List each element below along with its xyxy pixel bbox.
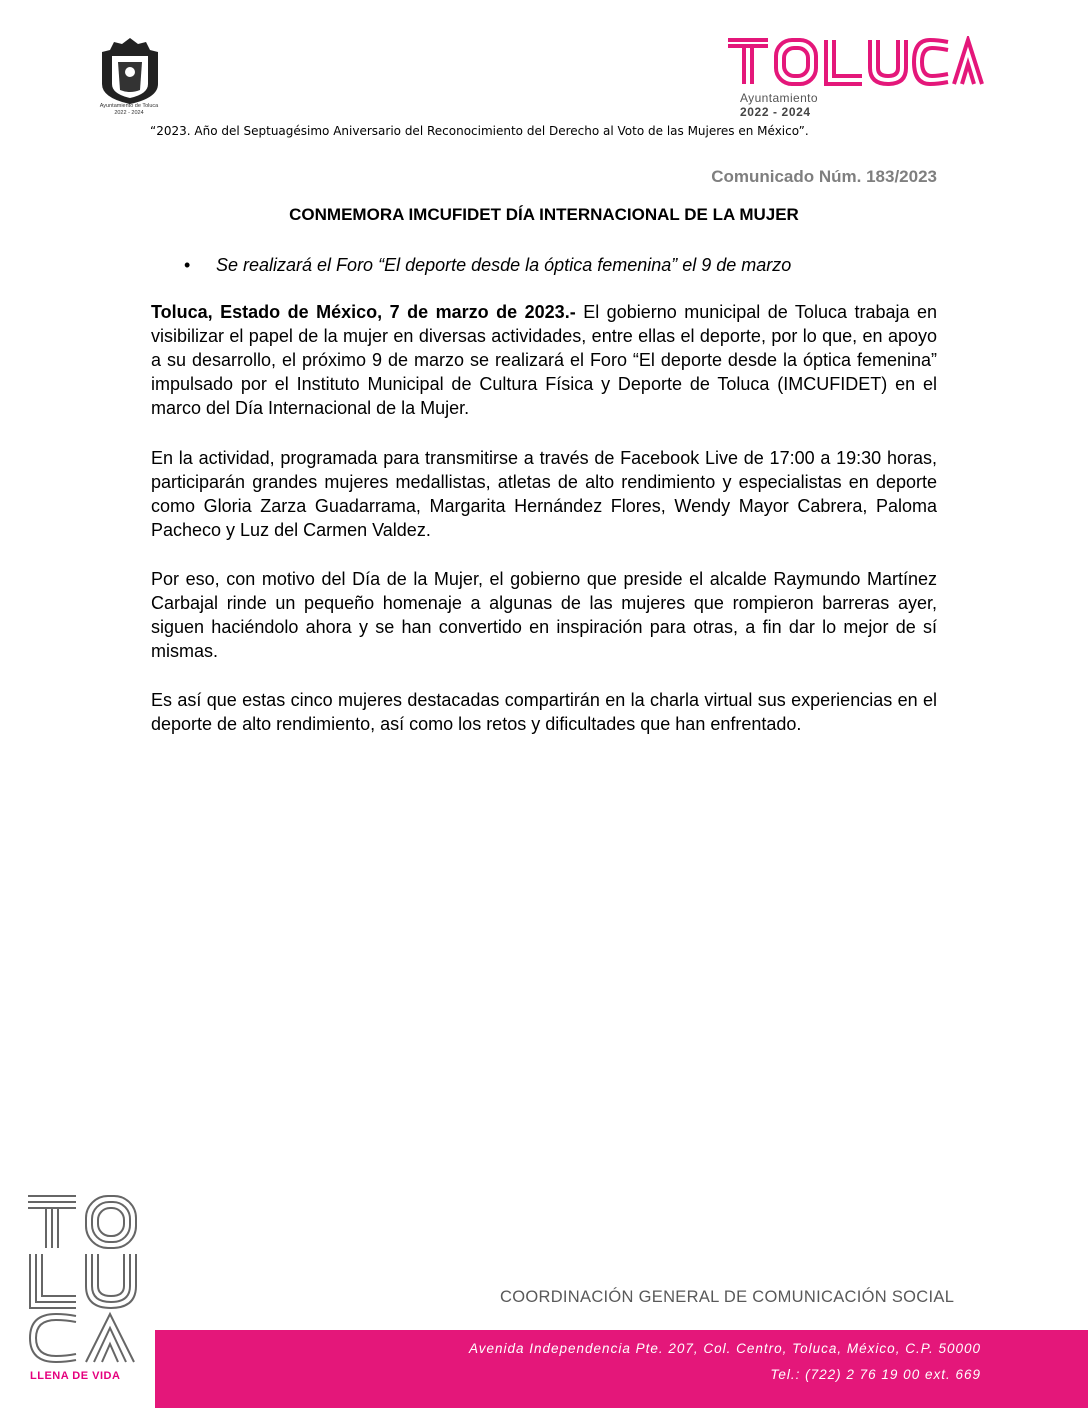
year-motto: “2023. Año del Septuagésimo Aniversario del Reconocimiento del Derecho al Voto de las Mujeres en México”. [150, 124, 809, 138]
paragraph-1-body: El gobierno municipal de Toluca trabaja en visibilizar el papel de la mujer en diversas actividades, entre ellas el deporte, por lo que, en apoyo a su desarrollo, el próximo 9 de marzo se realizará el Foro “El deporte desde la óptica femenina” impulsado por el Instituto Municipal de Cultura Física y Deporte de Toluca (IMCUFIDET) en el marco del Día Internacional de la Mujer. [151, 302, 937, 418]
seal-caption-years: 2022 - 2024 [114, 110, 144, 116]
footer-tagline: LLENA DE VIDA [30, 1370, 121, 1382]
toluca-stacked-logo [26, 1192, 144, 1364]
page-title: CONMEMORA IMCUFIDET DÍA INTERNACIONAL DE LA MUJER [289, 205, 799, 224]
paragraph-2: En la actividad, programada para transmitirse a través de Facebook Live de 17:00 a 19:30 horas, participarán grandes mujeres medallistas, atletas de alto rendimiento y especialistas en deporte como Gloria Zarza Guadarrama, Margarita Hernández Flores, Wendy Mayor Cabrera, Paloma Pacheco y Luz del Carmen Valdez. [151, 448, 937, 540]
ayuntamiento-label: Ayuntamiento [740, 91, 818, 105]
footer-phone: Tel.: (722) 2 76 19 00 ext. 669 [770, 1367, 981, 1382]
paragraph-3: Por eso, con motivo del Día de la Mujer, el gobierno que preside el alcalde Raymundo Martínez Carbajal rinde un pequeño homenaje a algunas de las mujeres que rompieron barreras ayer, siguen haciéndolo ahora y se han convertido en inspiración para otras, a fin dar lo mejor de sí mismas. [151, 569, 937, 661]
dateline: Toluca, Estado de México, 7 de marzo de 2023.- [151, 302, 576, 322]
toluca-brand-logo [726, 36, 984, 88]
coordination-label: COORDINACIÓN GENERAL DE COMUNICACIÓN SOCIAL [500, 1288, 955, 1306]
paragraph-1 [151, 300, 937, 420]
footer-address: Avenida Independencia Pte. 207, Col. Centro, Toluca, México, C.P. 50000 [468, 1341, 981, 1356]
ayuntamiento-years: 2022 - 2024 [740, 105, 811, 119]
comunicado-number: Comunicado Núm. 183/2023 [711, 167, 937, 186]
paragraph-4: Es así que estas cinco mujeres destacadas compartirán en la charla virtual sus experiencias en el deporte de alto rendimiento, así como los retos y dificultades que han enfrentado. [151, 690, 937, 734]
seal-caption: Ayuntamiento de Toluca [99, 103, 159, 109]
subheadline: Se realizará el Foro “El deporte desde la óptica femenina” el 9 de marzo [216, 255, 792, 275]
bullet-marker: • [184, 255, 191, 275]
